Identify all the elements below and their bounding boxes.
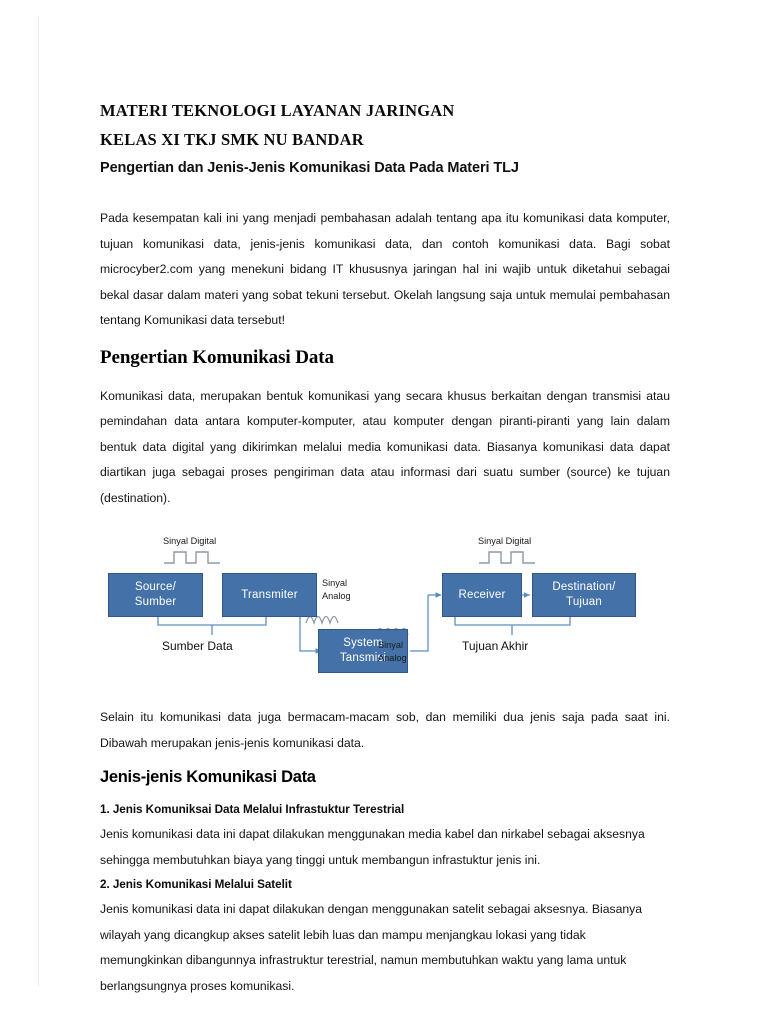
- spacer: [100, 756, 670, 764]
- subsection-paragraph-terestrial: Jenis komunikasi data ini dapat dilakukan menggunakan media kabel dan nirkabel sebagai aksesnya sehingga membutuhkan biaya yang tinggi untuk membangun infrastuktur jenis ini.: [100, 827, 645, 867]
- subsection-heading-terestrial: 1. Jenis Komuniksai Data Melalui Infrastuktur Terestrial: [100, 803, 405, 816]
- document-title-line-2: KELAS XI TKJ SMK NU BANDAR: [100, 130, 364, 149]
- diagram-label-sinyal-digital-left: Sinyal Digital: [163, 536, 217, 546]
- article-title: Pengertian dan Jenis-Jenis Komunikasi Data Pada Materi TLJ: [100, 160, 519, 176]
- diagram-box-system-line1: System: [343, 637, 383, 649]
- diagram-box-destination-line2: Tujuan: [566, 596, 602, 608]
- diagram-box-system-transmisi: [318, 629, 408, 673]
- diagram-label-sinyal-analog-left-line2: Analog: [322, 591, 351, 601]
- diagram-box-system-line2: Tansmisi: [339, 652, 387, 664]
- analog-waveform-left-icon: [306, 617, 338, 624]
- diagram-label-sinyal-analog-left-line1: Sinyal: [322, 578, 348, 588]
- arrowhead-receiver-to-destination: [524, 592, 530, 598]
- document-content: [100, 96, 670, 999]
- spacer: [100, 372, 670, 384]
- section-heading-pengertian: Pengertian Komunikasi Data: [100, 346, 334, 368]
- diagram-label-tujuan-akhir: Tujuan Akhir: [462, 639, 529, 653]
- diagram-label-sinyal-analog-right-line1: Sinyal: [378, 640, 404, 650]
- spacer: [100, 180, 670, 206]
- diagram-box-receiver-label: Receiver: [458, 588, 506, 601]
- komunikasi-data-diagram: [100, 533, 670, 693]
- path-system-to-receiver: [410, 595, 428, 651]
- spacer: [100, 511, 670, 527]
- diagram-box-source-line1: Source/: [134, 581, 177, 593]
- diagram-box-transmitter: [222, 573, 317, 617]
- after-figure-paragraph: Selain itu komunikasi data juga bermacam-macam sob, dan memiliki dua jenis saja pada saat ini. Dibawah merupakan jenis-jenis komunikasi data.: [100, 710, 670, 750]
- diagram-label-sinyal-digital-right: Sinyal Digital: [478, 536, 532, 546]
- subsection-paragraph-satelit: Jenis komunikasi data ini dapat dilakukan dengan menggunakan satelit sebagai aksesnya. Biasanya wilayah yang dicangkup akses satelit lebih luas dan mampu menjangkau lokasi yang tidak memungkinkan dibangunnya infrastruktur terestrial, namun membutuhkan waktu yang lama untuk berlangsungnya proses komunikasi.: [100, 902, 643, 993]
- page-edge-line: [38, 16, 39, 986]
- diagram-box-destination-line1: Destination/: [552, 581, 616, 593]
- diagram-box-receiver: [442, 573, 522, 617]
- spacer: [100, 334, 670, 344]
- section-paragraph-pengertian: Komunikasi data, merupakan bentuk komunikasi yang secara khusus berkaitan dengan transmisi atau pemindahan data antara komputer-komputer, atau komputer dengan piranti-piranti yang lain dalam bentuk data digital yang dikirimkan melalui media komunikasi data. Biasanya komunikasi data dapat diartikan juga sebagai proses pengiriman data atau informasi dari suatu sumber (source) ke tujuan (destination).: [100, 388, 670, 505]
- section-heading-jenis-jenis: Jenis-jenis Komunikasi Data: [100, 768, 316, 786]
- spacer: [100, 790, 670, 798]
- intro-paragraph: Pada kesempatan kali ini yang menjadi pembahasan adalah tentang apa itu komunikasi data komputer, tujuan komunikasi data, jenis-jenis komunikasi data, dan contoh komunikasi data. Bagi sobat microcyber2.com yang menekuni bidang IT khususnya jaringan hal ini wajib untuk diketahui sebagai bekal dasar dalam materi yang sobat tekuni tersebut. Okelah langsung saja untuk memulai pembahasan tentang Komunikasi data tersebut!: [100, 211, 670, 327]
- subsection-heading-satelit: 2. Jenis Komunikasi Melalui Satelit: [100, 878, 292, 891]
- diagram-box-destination: [532, 573, 636, 617]
- diagram-box-transmitter-label: Transmiter: [241, 588, 298, 601]
- digital-waveform-left-icon: [164, 552, 220, 563]
- diagram-label-sumber-data: Sumber Data: [162, 639, 233, 653]
- document-title-line-1: MATERI TEKNOLOGI LAYANAN JARINGAN: [100, 101, 455, 120]
- digital-waveform-right-icon: [479, 552, 535, 563]
- diagram-label-sinyal-analog-right-line2: Analog: [378, 653, 407, 663]
- spacer: [100, 697, 670, 705]
- diagram-box-source-line2: Sumber: [134, 596, 177, 608]
- diagram-box-source: [108, 573, 203, 617]
